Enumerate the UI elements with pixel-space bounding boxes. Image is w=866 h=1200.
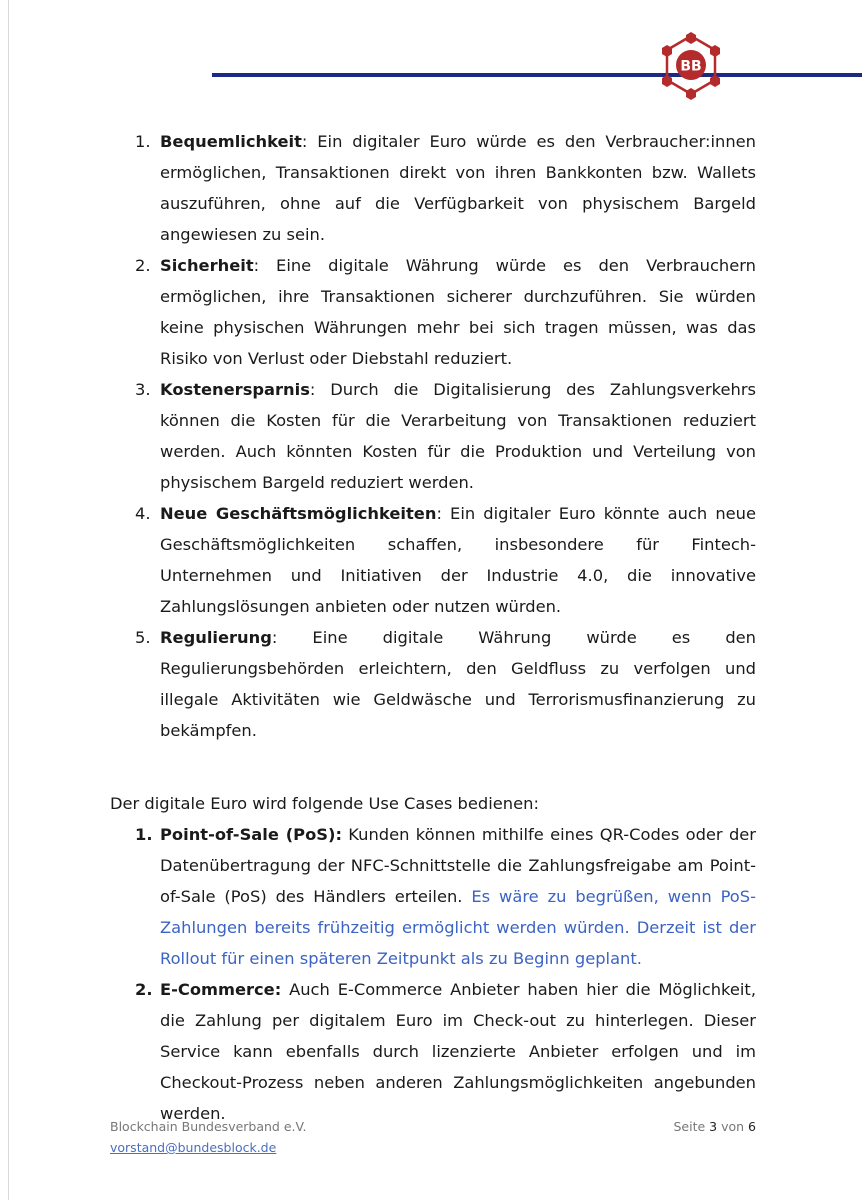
use-cases-list [110,819,756,1129]
list-number: 3. [135,380,151,399]
footer-left [110,1116,306,1158]
list-number: 1. [135,132,151,151]
list-item [110,974,756,1129]
list-number: 2. [135,980,153,999]
page-content [110,126,756,1129]
list-text: Auch E-Commerce Anbieter haben hier die Möglichkeit, die Zahlung per digitalem Euro im Check-out zu hinterlegen. Dieser Service kann ebenfalls durch lizenzierte Anbieter erfolgen und im Checkout-Prozess neben anderen Zahlungsmöglichkeiten angebunden werden. [160,980,756,1123]
header-rule [212,73,862,77]
list-item [110,819,756,974]
list-number: 2. [135,256,151,275]
list-item [110,622,756,746]
list-item [110,250,756,374]
list-item [110,374,756,498]
list-text: : Eine digitale Währung würde es den Regulierungsbehörden erleichtern, den Geldfluss zu verfolgen und illegale Aktivitäten wie Geldwäsche und Terrorismusfinanzierung zu bekämpfen. [160,628,756,740]
page-total: 6 [748,1119,756,1134]
bundesblock-logo [655,30,727,102]
page-number [674,1116,757,1137]
logo-text: BB [680,58,702,75]
footer-org: Blockchain Bundesverband e.V. [110,1119,307,1134]
list-item [110,498,756,622]
list-number: 1. [135,825,153,844]
list-item [110,126,756,250]
list-term: Bequemlichkeit [160,132,302,151]
list-text: : Eine digitale Währung würde es den Verbrauchern ermöglichen, ihre Transaktionen sicherer durchzuführen. Sie würden keine physischen Währungen mehr bei sich tragen müssen, was das Risiko von Verlust oder Diebstahl reduziert. [160,256,756,368]
use-cases-intro: Der digitale Euro wird folgende Use Cases bedienen: [110,794,539,813]
list-text: Kunden können mithilfe eines QR-Codes oder der Datenübertragung der NFC-Schnittstelle die Zahlungsfreigabe am Point-of-Sale (PoS) des Händlers erteilen. [160,825,757,906]
list-term: Neue Geschäftsmöglichkeiten [160,504,437,523]
list-text: : Durch die Digitalisierung des Zahlungsverkehrs können die Kosten für die Verarbeitung von Transaktionen reduziert werden. Auch könnten Kosten für die Produktion und Verteilung von physischem Bargeld reduziert werden. [160,380,756,492]
list-text: : Ein digitaler Euro könnte auch neue Geschäftsmöglichkeiten schaffen, insbesondere für Fintech-Unternehmen und Initiativen der Industrie 4.0, die innovative Zahlungslösungen anbieten oder nutzen würden. [160,504,757,616]
list-number: 4. [135,504,151,523]
page-current: 3 [709,1119,718,1134]
list-number: 5. [135,628,151,647]
page-edge [8,0,9,1200]
page-mid: von [717,1119,749,1134]
footer-email-link[interactable]: vorstand@bundesblock.de [110,1140,277,1155]
list-term: Kostenersparnis [160,380,310,399]
list-term: Point-of-Sale (PoS): [160,825,342,844]
list-text: : Ein digitaler Euro würde es den Verbraucher:innen ermöglichen, Transaktionen direkt von ihren Bankkonten bzw. Wallets auszuführen, ohne auf die Verfügbarkeit von physischem Bargeld angewiesen zu sein. [160,132,756,244]
page-prefix: Seite [673,1119,710,1134]
benefits-list [110,126,756,746]
list-term: Regulierung [160,628,272,647]
list-term: Sicherheit [160,256,254,275]
highlighted-comment: Es wäre zu begrüßen, wenn PoS-Zahlungen bereits frühzeitig ermöglicht werden würden. Derzeit ist der Rollout für einen späteren Zeitpunkt als zu Beginn geplant. [160,887,756,968]
list-term: E-Commerce: [160,980,282,999]
